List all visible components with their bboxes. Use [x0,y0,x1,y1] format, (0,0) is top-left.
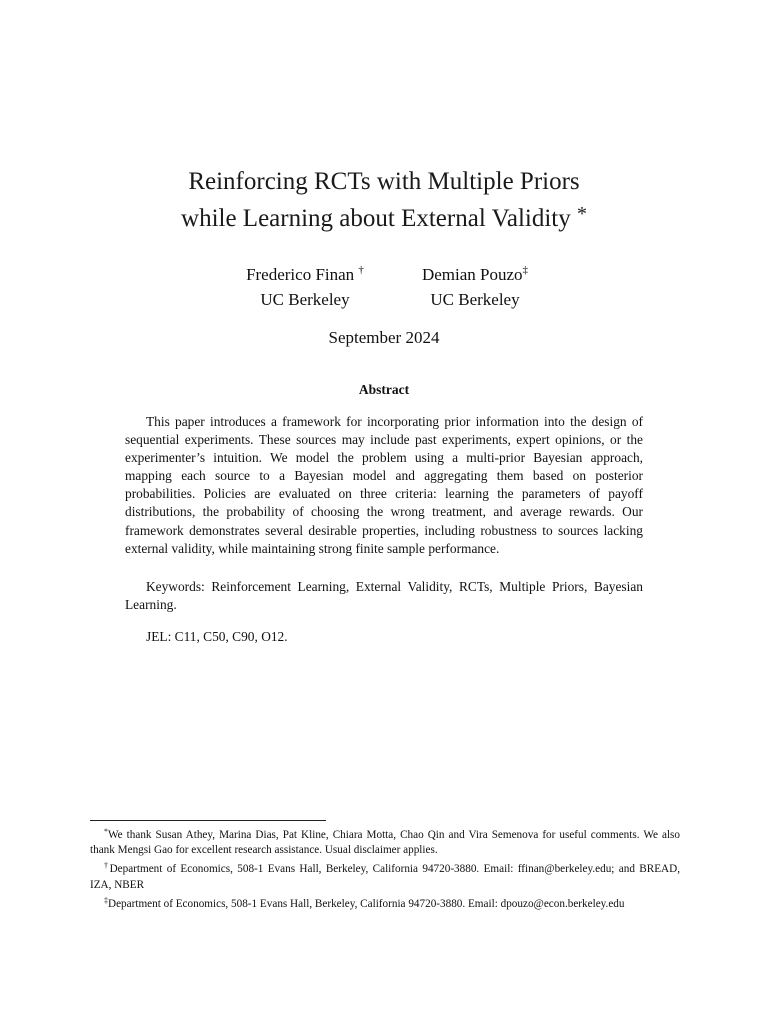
author-2-name: Demian Pouzo [421,265,523,284]
author-2-affiliation: UC Berkeley [430,290,520,309]
author-1-name: Frederico Finan [246,265,355,284]
author-block [0,258,768,308]
footnote-2-text: Department of Economics, 508-1 Evans Hall, Berkeley, California 94720-3880. Email: ffinan@berkeley.edu; and BREAD, IZA, NBER [90,863,680,891]
footnote-3 [90,893,680,912]
keywords: Keywords: Reinforcement Learning, External Validity, RCTs, Multiple Priors, Bayesian Learning. [125,579,643,613]
title-line-1: Reinforcing RCTs with Multiple Priors [188,168,580,195]
footnote-3-mark: ‡ [104,895,108,905]
author-2-mark: ‡ [522,264,529,276]
footnote-rule [90,820,326,821]
abstract-heading: Abstract [358,382,410,397]
abstract-text: This paper introduces a framework for incorporating prior information into the design of sequential experiments. These sources may include past experiments, expert opinions, or the experimenter’s intuition. We model the problem using a multi-prior Bayesian approach, mapping each source to a Bayesian model and aggregating them based on posterior probabilities. Policies are evaluated on three criteria: learning the parameters of payoff distributions, the probability of choosing the wrong treatment, and average rewards. Our framework demonstrates several desirable properties, including robustness to sources lacking external validity, while maintaining strong finite sample performance. [125,414,643,556]
footnote-1 [90,824,680,858]
paper-title [0,166,768,235]
title-line-2-text: while Learning about External Validity [181,205,571,232]
author-2 [390,258,560,312]
paper-date: September 2024 [328,328,440,347]
footnote-2-mark: † [104,861,110,871]
footnotes [90,824,680,912]
footnote-2 [90,858,680,892]
footnote-3-text: Department of Economics, 508-1 Evans Hall, Berkeley, California 94720-3880. Email: dpouzo@econ.berkeley.edu [108,897,625,910]
footnote-1-mark: * [104,827,108,836]
footnote-1-text: We thank Susan Athey, Marina Dias, Pat Kline, Chiara Motta, Chao Qin and Vira Semenova for useful comments. We also thank Mengsi Gao for excellent research assistance. Usual disclaimer applies. [90,829,680,857]
author-1 [220,258,390,312]
title-thanks-mark: * [576,203,587,225]
title-line-2 [0,198,768,235]
author-1-mark: † [358,264,364,276]
author-1-affiliation: UC Berkeley [260,290,350,309]
jel-codes: JEL: C11, C50, C90, O12. [146,629,288,644]
